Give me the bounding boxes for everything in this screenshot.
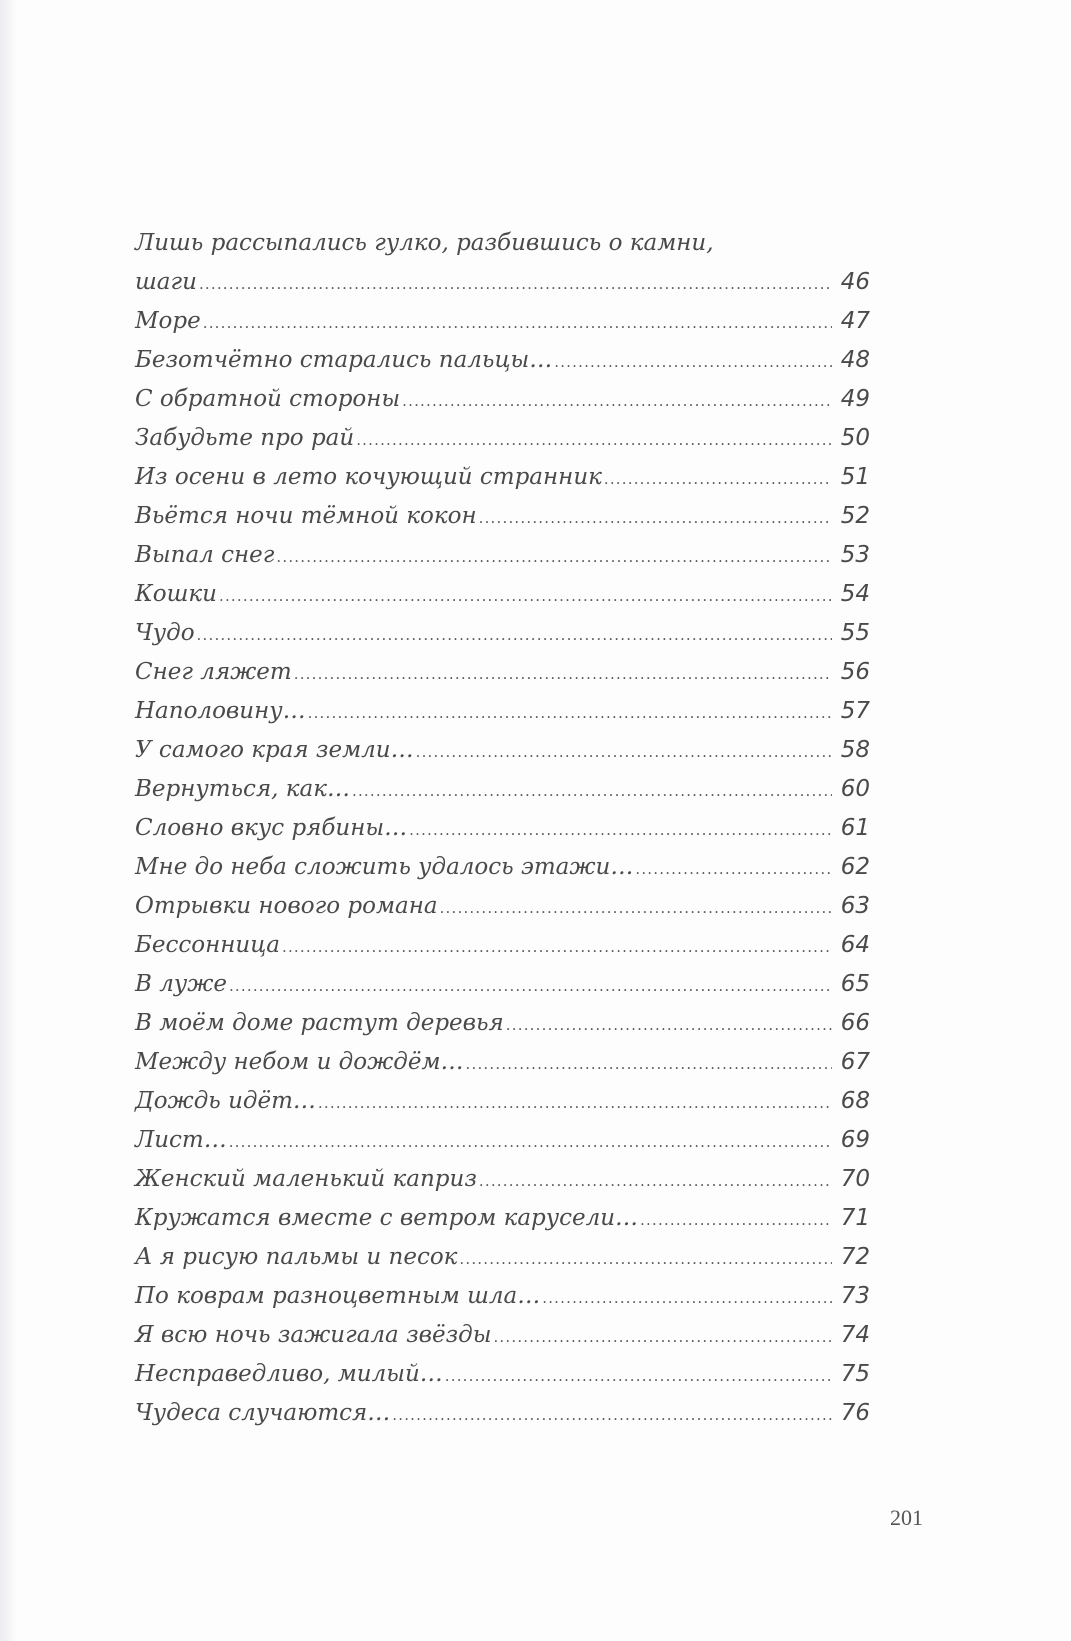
dot-leader bbox=[318, 1084, 832, 1123]
toc-entry-page: 64 bbox=[840, 932, 870, 958]
toc-entry bbox=[135, 1199, 870, 1238]
toc-entry-page: 58 bbox=[840, 737, 870, 763]
toc-entry-page: 67 bbox=[840, 1049, 870, 1075]
dot-leader bbox=[542, 1279, 832, 1318]
toc-entry-title: Мне до неба сложить удалось этажи… bbox=[135, 854, 634, 880]
toc-entry bbox=[135, 848, 870, 887]
toc-entry-title: А я рисую пальмы и песок bbox=[135, 1244, 458, 1270]
toc-entry bbox=[135, 380, 870, 419]
dot-leader bbox=[409, 811, 832, 850]
toc-entry bbox=[135, 1121, 870, 1160]
dot-leader bbox=[445, 1357, 832, 1396]
dot-leader bbox=[554, 343, 832, 382]
toc-entry bbox=[135, 419, 870, 458]
toc-entry-title: У самого края земли… bbox=[135, 737, 414, 763]
toc-entry-page: 51 bbox=[840, 464, 870, 490]
toc-entry bbox=[135, 1238, 870, 1277]
toc-entry-page: 50 bbox=[840, 425, 870, 451]
toc-entry-title: Безотчётно старались пальцы… bbox=[135, 347, 553, 373]
toc-entry-page: 72 bbox=[840, 1244, 870, 1270]
dot-leader bbox=[203, 304, 832, 343]
toc-entry-title: Я всю ночь зажигала звёзды bbox=[135, 1322, 492, 1348]
dot-leader bbox=[459, 1240, 832, 1279]
dot-leader bbox=[416, 733, 832, 772]
toc-entry-title: Море bbox=[135, 308, 201, 334]
toc-entry bbox=[135, 1004, 870, 1043]
toc-entry-page: 76 bbox=[840, 1400, 870, 1426]
toc-entry-page: 62 bbox=[840, 854, 870, 880]
toc-entry-page: 54 bbox=[840, 581, 870, 607]
toc-entry-page: 49 bbox=[840, 386, 870, 412]
toc-entry bbox=[135, 653, 870, 692]
dot-leader bbox=[356, 421, 832, 460]
toc-entry-title: Вернуться, как… bbox=[135, 776, 350, 802]
toc-entry bbox=[135, 926, 870, 965]
toc-entry-page: 75 bbox=[840, 1361, 870, 1387]
toc-entry-page: 68 bbox=[840, 1088, 870, 1114]
toc-entry-title: Лист… bbox=[135, 1127, 227, 1153]
toc-entry-title: Женский маленький каприз bbox=[135, 1166, 477, 1192]
toc-entry-title: Словно вкус рябины… bbox=[135, 815, 408, 841]
toc-entry-title: Отрывки нового романа bbox=[135, 893, 438, 919]
dot-leader bbox=[276, 538, 832, 577]
toc-entry-page: 46 bbox=[840, 269, 870, 295]
toc-entry-page: 47 bbox=[840, 308, 870, 334]
toc-entry-page: 71 bbox=[840, 1205, 870, 1231]
toc-entry-title-line bbox=[135, 224, 870, 263]
toc-entry bbox=[135, 770, 870, 809]
dot-leader bbox=[640, 1201, 832, 1240]
toc-entry-page: 57 bbox=[840, 698, 870, 724]
toc-entry bbox=[135, 302, 870, 341]
toc-entry-title: Чудеса случаются… bbox=[135, 1400, 391, 1426]
toc-entry bbox=[135, 614, 870, 653]
toc-entry bbox=[135, 1394, 870, 1433]
toc-entry bbox=[135, 1160, 870, 1199]
page-number: 201 bbox=[890, 1505, 923, 1530]
dot-leader bbox=[294, 655, 832, 694]
toc-entry bbox=[135, 731, 870, 770]
toc-entry-title: Забудьте про рай bbox=[135, 425, 355, 451]
toc-entry bbox=[135, 1277, 870, 1316]
toc-entry-page: 60 bbox=[840, 776, 870, 802]
toc-entry bbox=[135, 1316, 870, 1355]
dot-leader bbox=[199, 265, 832, 304]
toc-entry-title: В луже bbox=[135, 971, 227, 997]
toc-entry bbox=[135, 1043, 870, 1082]
toc-entry-page: 65 bbox=[840, 971, 870, 997]
toc-entry-title: Дождь идёт… bbox=[135, 1088, 316, 1114]
toc-entry-title: Из осени в лето кочующий странник bbox=[135, 464, 602, 490]
dot-leader bbox=[229, 967, 832, 1006]
dot-leader bbox=[440, 889, 832, 928]
toc-entry bbox=[135, 497, 870, 536]
dot-leader bbox=[506, 1006, 832, 1045]
toc-entry-title: С обратной стороны bbox=[135, 386, 401, 412]
dot-leader bbox=[229, 1123, 832, 1162]
toc-entry-title: Между небом и дождём… bbox=[135, 1049, 464, 1075]
toc-entry-page: 63 bbox=[840, 893, 870, 919]
toc-entry-page: 74 bbox=[840, 1322, 870, 1348]
dot-leader bbox=[402, 382, 832, 421]
dot-leader bbox=[282, 928, 832, 967]
dot-leader bbox=[219, 577, 832, 616]
toc-entry-title: Наполовину… bbox=[135, 698, 306, 724]
toc-entry-page: 66 bbox=[840, 1010, 870, 1036]
toc-entry-page: 52 bbox=[840, 503, 870, 529]
toc-entry-title: Чудо bbox=[135, 620, 195, 646]
toc-entry-page: 73 bbox=[840, 1283, 870, 1309]
toc-entry bbox=[135, 965, 870, 1004]
toc-entry-title: Снег ляжет bbox=[135, 659, 292, 685]
toc-entry bbox=[135, 809, 870, 848]
toc-entry-title: Лишь рассыпались гулко, разбившись о камни, bbox=[135, 230, 714, 256]
dot-leader bbox=[604, 460, 832, 499]
toc-entry-title: В моём доме растут деревья bbox=[135, 1010, 504, 1036]
dot-leader bbox=[493, 1318, 832, 1357]
toc-entry-page: 70 bbox=[840, 1166, 870, 1192]
dot-leader bbox=[392, 1396, 832, 1435]
toc-entry-page: 48 bbox=[840, 347, 870, 373]
toc-entry bbox=[135, 458, 870, 497]
book-spine-shadow bbox=[0, 0, 18, 1641]
dot-leader bbox=[308, 694, 832, 733]
toc-entry-title: По коврам разноцветным шла… bbox=[135, 1283, 541, 1309]
dot-leader bbox=[197, 616, 832, 655]
toc-entry bbox=[135, 575, 870, 614]
toc-entry-page: 61 bbox=[840, 815, 870, 841]
table-of-contents bbox=[135, 224, 870, 1433]
dot-leader bbox=[479, 1162, 832, 1201]
toc-entry-title: шаги bbox=[135, 269, 197, 295]
toc-entry-page: 53 bbox=[840, 542, 870, 568]
toc-entry bbox=[135, 692, 870, 731]
toc-entry-title: Несправедливо, милый… bbox=[135, 1361, 443, 1387]
toc-entry bbox=[135, 1355, 870, 1394]
toc-entry bbox=[135, 263, 870, 302]
dot-leader bbox=[466, 1045, 832, 1084]
toc-entry-title: Кружатся вместе с ветром карусели… bbox=[135, 1205, 639, 1231]
toc-entry-page: 56 bbox=[840, 659, 870, 685]
toc-entry-page: 69 bbox=[840, 1127, 870, 1153]
toc-entry-page: 55 bbox=[840, 620, 870, 646]
toc-entry-title: Кошки bbox=[135, 581, 217, 607]
dot-leader bbox=[635, 850, 832, 889]
toc-entry-title: Вьётся ночи тёмной кокон bbox=[135, 503, 477, 529]
toc-entry bbox=[135, 536, 870, 575]
toc-entry bbox=[135, 341, 870, 380]
toc-entry bbox=[135, 887, 870, 926]
toc-entry-title: Бессонница bbox=[135, 932, 280, 958]
dot-leader bbox=[479, 499, 832, 538]
dot-leader bbox=[352, 772, 832, 811]
toc-entry bbox=[135, 1082, 870, 1121]
toc-entry-title: Выпал снег bbox=[135, 542, 275, 568]
